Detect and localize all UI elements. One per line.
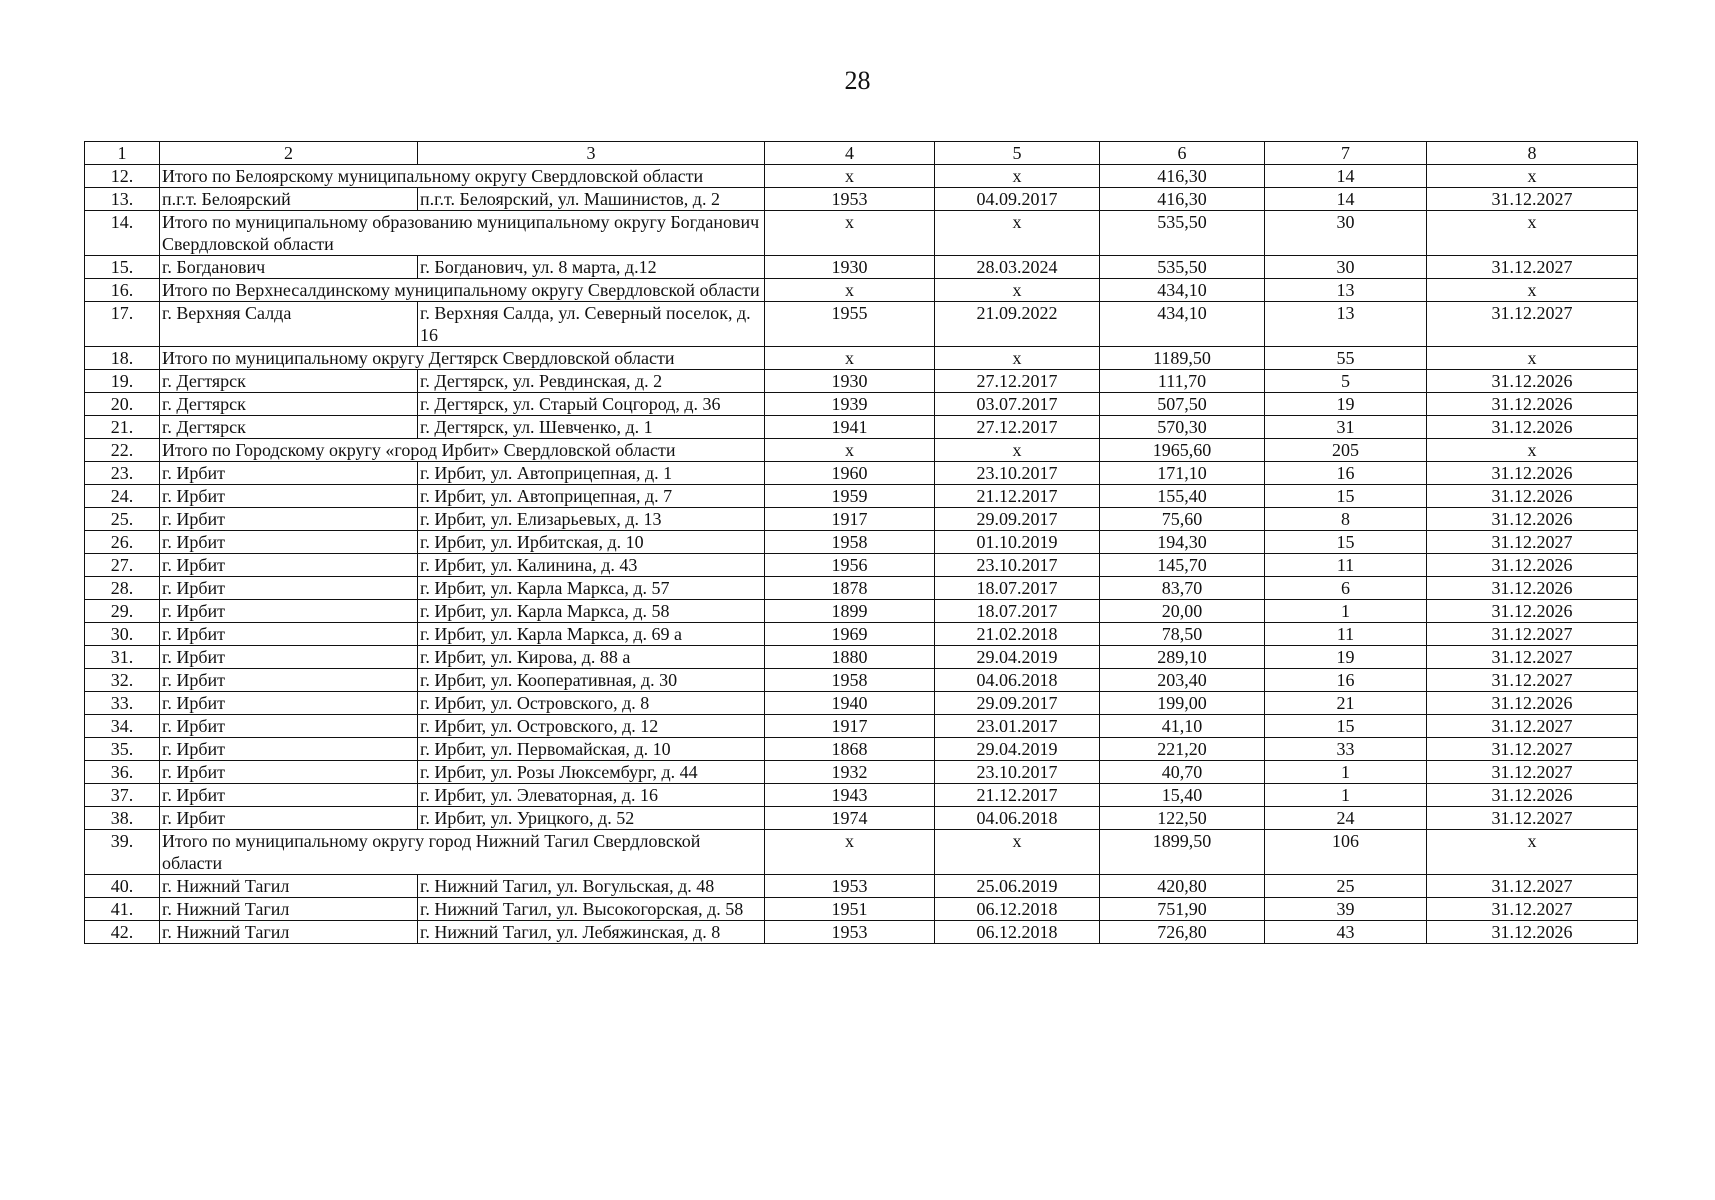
year-cell: x: [765, 347, 935, 370]
deadline-cell: 31.12.2026: [1427, 416, 1638, 439]
row-number: 23.: [85, 462, 160, 485]
deadline-cell: x: [1427, 439, 1638, 462]
address-cell: г. Ирбит, ул. Карла Маркса, д. 69 а: [418, 623, 765, 646]
deadline-cell: 31.12.2026: [1427, 508, 1638, 531]
year-cell: 1940: [765, 692, 935, 715]
settlement-cell: г. Ирбит: [160, 761, 418, 784]
settlement-cell: г. Богданович: [160, 256, 418, 279]
settlement-cell: г. Ирбит: [160, 692, 418, 715]
residents-cell: 5: [1265, 370, 1427, 393]
row-number: 14.: [85, 211, 160, 256]
row-number: 26.: [85, 531, 160, 554]
address-cell: г. Ирбит, ул. Элеваторная, д. 16: [418, 784, 765, 807]
address-cell: г. Ирбит, ул. Автоприцепная, д. 7: [418, 485, 765, 508]
area-cell: 416,30: [1100, 165, 1265, 188]
year-cell: 1960: [765, 462, 935, 485]
date-cell: 21.12.2017: [935, 784, 1100, 807]
row-number: 15.: [85, 256, 160, 279]
area-cell: 122,50: [1100, 807, 1265, 830]
deadline-cell: 31.12.2027: [1427, 898, 1638, 921]
deadline-cell: x: [1427, 211, 1638, 256]
subtotal-row: [85, 347, 1638, 370]
settlement-cell: г. Ирбит: [160, 715, 418, 738]
date-cell: x: [935, 439, 1100, 462]
table-row: [85, 784, 1638, 807]
year-cell: 1941: [765, 416, 935, 439]
address-cell: г. Ирбит, ул. Кирова, д. 88 а: [418, 646, 765, 669]
row-number: 20.: [85, 393, 160, 416]
residents-cell: 6: [1265, 577, 1427, 600]
deadline-cell: 31.12.2027: [1427, 875, 1638, 898]
year-cell: 1939: [765, 393, 935, 416]
area-cell: 145,70: [1100, 554, 1265, 577]
area-cell: 83,70: [1100, 577, 1265, 600]
deadline-cell: x: [1427, 347, 1638, 370]
date-cell: 03.07.2017: [935, 393, 1100, 416]
column-header: 2: [160, 142, 418, 165]
year-cell: 1956: [765, 554, 935, 577]
page-number: 28: [844, 66, 871, 95]
deadline-cell: 31.12.2026: [1427, 485, 1638, 508]
date-cell: 01.10.2019: [935, 531, 1100, 554]
date-cell: 04.06.2018: [935, 669, 1100, 692]
address-cell: г. Ирбит, ул. Елизарьевых, д. 13: [418, 508, 765, 531]
year-cell: 1974: [765, 807, 935, 830]
settlement-cell: п.г.т. Белоярский: [160, 188, 418, 211]
address-cell: г. Ирбит, ул. Кооперативная, д. 30: [418, 669, 765, 692]
residents-cell: 106: [1265, 830, 1427, 875]
year-cell: 1932: [765, 761, 935, 784]
date-cell: 29.04.2019: [935, 738, 1100, 761]
year-cell: 1930: [765, 256, 935, 279]
settlement-cell: г. Ирбит: [160, 784, 418, 807]
settlement-cell: г. Дегтярск: [160, 393, 418, 416]
date-cell: 06.12.2018: [935, 898, 1100, 921]
deadline-cell: 31.12.2027: [1427, 738, 1638, 761]
row-number: 38.: [85, 807, 160, 830]
subtotal-label: Итого по муниципальному образованию муниципальному округу Богданович Свердловской области: [160, 211, 765, 256]
deadline-cell: 31.12.2027: [1427, 302, 1638, 347]
table-row: [85, 875, 1638, 898]
settlement-cell: г. Ирбит: [160, 807, 418, 830]
residents-cell: 21: [1265, 692, 1427, 715]
table-row: [85, 531, 1638, 554]
year-cell: 1953: [765, 921, 935, 944]
area-cell: 199,00: [1100, 692, 1265, 715]
deadline-cell: x: [1427, 165, 1638, 188]
area-cell: 111,70: [1100, 370, 1265, 393]
residents-cell: 33: [1265, 738, 1427, 761]
row-number: 32.: [85, 669, 160, 692]
area-cell: 1189,50: [1100, 347, 1265, 370]
table-body: [85, 165, 1638, 944]
row-number: 41.: [85, 898, 160, 921]
date-cell: 23.01.2017: [935, 715, 1100, 738]
year-cell: x: [765, 830, 935, 875]
year-cell: 1917: [765, 715, 935, 738]
year-cell: 1880: [765, 646, 935, 669]
address-cell: г. Ирбит, ул. Урицкого, д. 52: [418, 807, 765, 830]
address-cell: г. Ирбит, ул. Карла Маркса, д. 57: [418, 577, 765, 600]
row-number: 25.: [85, 508, 160, 531]
year-cell: 1868: [765, 738, 935, 761]
row-number: 37.: [85, 784, 160, 807]
table-row: [85, 898, 1638, 921]
row-number: 21.: [85, 416, 160, 439]
row-number: 17.: [85, 302, 160, 347]
subtotal-label: Итого по муниципальному округу Дегтярск Свердловской области: [160, 347, 765, 370]
table-row: [85, 761, 1638, 784]
deadline-cell: 31.12.2027: [1427, 669, 1638, 692]
address-cell: г. Нижний Тагил, ул. Лебяжинская, д. 8: [418, 921, 765, 944]
date-cell: 29.04.2019: [935, 646, 1100, 669]
column-header: 6: [1100, 142, 1265, 165]
date-cell: 21.09.2022: [935, 302, 1100, 347]
column-header: 4: [765, 142, 935, 165]
residents-cell: 19: [1265, 646, 1427, 669]
deadline-cell: 31.12.2026: [1427, 600, 1638, 623]
column-header: 3: [418, 142, 765, 165]
date-cell: 18.07.2017: [935, 600, 1100, 623]
column-header: 7: [1265, 142, 1427, 165]
residents-cell: 13: [1265, 302, 1427, 347]
area-cell: 20,00: [1100, 600, 1265, 623]
residents-cell: 39: [1265, 898, 1427, 921]
residents-cell: 24: [1265, 807, 1427, 830]
settlement-cell: г. Ирбит: [160, 600, 418, 623]
row-number: 27.: [85, 554, 160, 577]
year-cell: 1958: [765, 669, 935, 692]
deadline-cell: 31.12.2026: [1427, 554, 1638, 577]
address-cell: г. Богданович, ул. 8 марта, д.12: [418, 256, 765, 279]
area-cell: 1899,50: [1100, 830, 1265, 875]
date-cell: 21.12.2017: [935, 485, 1100, 508]
settlement-cell: г. Ирбит: [160, 623, 418, 646]
settlement-cell: г. Ирбит: [160, 508, 418, 531]
settlement-cell: г. Дегтярск: [160, 370, 418, 393]
area-cell: 194,30: [1100, 531, 1265, 554]
row-number: 36.: [85, 761, 160, 784]
address-cell: г. Нижний Тагил, ул. Вогульская, д. 48: [418, 875, 765, 898]
table-row: [85, 302, 1638, 347]
address-cell: г. Дегтярск, ул. Ревдинская, д. 2: [418, 370, 765, 393]
table-row: [85, 393, 1638, 416]
deadline-cell: 31.12.2027: [1427, 623, 1638, 646]
column-number-row: [85, 142, 1638, 165]
deadline-cell: 31.12.2027: [1427, 188, 1638, 211]
table-row: [85, 188, 1638, 211]
residents-cell: 30: [1265, 211, 1427, 256]
deadline-cell: 31.12.2026: [1427, 784, 1638, 807]
year-cell: 1943: [765, 784, 935, 807]
address-cell: г. Дегтярск, ул. Шевченко, д. 1: [418, 416, 765, 439]
area-cell: 507,50: [1100, 393, 1265, 416]
year-cell: x: [765, 279, 935, 302]
column-header: 1: [85, 142, 160, 165]
date-cell: 25.06.2019: [935, 875, 1100, 898]
year-cell: 1958: [765, 531, 935, 554]
settlement-cell: г. Ирбит: [160, 738, 418, 761]
date-cell: 18.07.2017: [935, 577, 1100, 600]
year-cell: 1878: [765, 577, 935, 600]
table-row: [85, 370, 1638, 393]
residents-cell: 15: [1265, 715, 1427, 738]
row-number: 39.: [85, 830, 160, 875]
settlement-cell: г. Верхняя Салда: [160, 302, 418, 347]
settlement-cell: г. Нижний Тагил: [160, 875, 418, 898]
area-cell: 416,30: [1100, 188, 1265, 211]
residents-cell: 14: [1265, 188, 1427, 211]
settlement-cell: г. Ирбит: [160, 554, 418, 577]
table-row: [85, 508, 1638, 531]
area-cell: 289,10: [1100, 646, 1265, 669]
area-cell: 155,40: [1100, 485, 1265, 508]
area-cell: 203,40: [1100, 669, 1265, 692]
table-row: [85, 715, 1638, 738]
address-cell: г. Ирбит, ул. Островского, д. 8: [418, 692, 765, 715]
residents-cell: 31: [1265, 416, 1427, 439]
settlement-cell: г. Ирбит: [160, 646, 418, 669]
settlement-cell: г. Ирбит: [160, 462, 418, 485]
address-cell: г. Ирбит, ул. Автоприцепная, д. 1: [418, 462, 765, 485]
deadline-cell: x: [1427, 279, 1638, 302]
year-cell: 1955: [765, 302, 935, 347]
area-cell: 420,80: [1100, 875, 1265, 898]
deadline-cell: 31.12.2027: [1427, 715, 1638, 738]
residents-cell: 1: [1265, 600, 1427, 623]
date-cell: 06.12.2018: [935, 921, 1100, 944]
row-number: 33.: [85, 692, 160, 715]
table-row: [85, 738, 1638, 761]
year-cell: 1969: [765, 623, 935, 646]
year-cell: 1899: [765, 600, 935, 623]
year-cell: 1917: [765, 508, 935, 531]
row-number: 18.: [85, 347, 160, 370]
row-number: 16.: [85, 279, 160, 302]
year-cell: 1953: [765, 188, 935, 211]
deadline-cell: 31.12.2026: [1427, 577, 1638, 600]
subtotal-row: [85, 830, 1638, 875]
date-cell: 29.09.2017: [935, 508, 1100, 531]
subtotal-label: Итого по муниципальному округу город Нижний Тагил Свердловской области: [160, 830, 765, 875]
row-number: 19.: [85, 370, 160, 393]
date-cell: 27.12.2017: [935, 416, 1100, 439]
deadline-cell: 31.12.2027: [1427, 256, 1638, 279]
year-cell: 1930: [765, 370, 935, 393]
year-cell: x: [765, 165, 935, 188]
row-number: 31.: [85, 646, 160, 669]
year-cell: x: [765, 211, 935, 256]
date-cell: 29.09.2017: [935, 692, 1100, 715]
row-number: 34.: [85, 715, 160, 738]
date-cell: 23.10.2017: [935, 761, 1100, 784]
column-header: 5: [935, 142, 1100, 165]
table-row: [85, 256, 1638, 279]
row-number: 30.: [85, 623, 160, 646]
subtotal-label: Итого по Белоярскому муниципальному округу Свердловской области: [160, 165, 765, 188]
table-row: [85, 600, 1638, 623]
residents-cell: 30: [1265, 256, 1427, 279]
residents-cell: 19: [1265, 393, 1427, 416]
settlement-cell: г. Ирбит: [160, 577, 418, 600]
column-header: 8: [1427, 142, 1638, 165]
table-row: [85, 646, 1638, 669]
table-row: [85, 462, 1638, 485]
deadline-cell: 31.12.2027: [1427, 646, 1638, 669]
date-cell: x: [935, 830, 1100, 875]
address-cell: г. Ирбит, ул. Калинина, д. 43: [418, 554, 765, 577]
area-cell: 221,20: [1100, 738, 1265, 761]
area-cell: 1965,60: [1100, 439, 1265, 462]
address-cell: п.г.т. Белоярский, ул. Машинистов, д. 2: [418, 188, 765, 211]
residents-cell: 15: [1265, 531, 1427, 554]
date-cell: 27.12.2017: [935, 370, 1100, 393]
residents-cell: 55: [1265, 347, 1427, 370]
row-number: 22.: [85, 439, 160, 462]
area-cell: 40,70: [1100, 761, 1265, 784]
housing-register-table: [84, 141, 1638, 944]
table-row: [85, 416, 1638, 439]
deadline-cell: 31.12.2026: [1427, 370, 1638, 393]
area-cell: 535,50: [1100, 211, 1265, 256]
address-cell: г. Ирбит, ул. Островского, д. 12: [418, 715, 765, 738]
residents-cell: 1: [1265, 761, 1427, 784]
date-cell: 23.10.2017: [935, 462, 1100, 485]
row-number: 12.: [85, 165, 160, 188]
area-cell: 434,10: [1100, 279, 1265, 302]
subtotal-row: [85, 165, 1638, 188]
residents-cell: 8: [1265, 508, 1427, 531]
settlement-cell: г. Дегтярск: [160, 416, 418, 439]
residents-cell: 11: [1265, 623, 1427, 646]
area-cell: 41,10: [1100, 715, 1265, 738]
row-number: 24.: [85, 485, 160, 508]
address-cell: г. Ирбит, ул. Розы Люксембург, д. 44: [418, 761, 765, 784]
settlement-cell: г. Нижний Тагил: [160, 921, 418, 944]
residents-cell: 25: [1265, 875, 1427, 898]
deadline-cell: 31.12.2026: [1427, 393, 1638, 416]
date-cell: x: [935, 211, 1100, 256]
address-cell: г. Ирбит, ул. Карла Маркса, д. 58: [418, 600, 765, 623]
deadline-cell: 31.12.2026: [1427, 921, 1638, 944]
residents-cell: 13: [1265, 279, 1427, 302]
area-cell: 15,40: [1100, 784, 1265, 807]
area-cell: 171,10: [1100, 462, 1265, 485]
table-row: [85, 807, 1638, 830]
table-row: [85, 921, 1638, 944]
table-row: [85, 692, 1638, 715]
address-cell: г. Ирбит, ул. Первомайская, д. 10: [418, 738, 765, 761]
date-cell: x: [935, 279, 1100, 302]
year-cell: x: [765, 439, 935, 462]
row-number: 42.: [85, 921, 160, 944]
settlement-cell: г. Нижний Тагил: [160, 898, 418, 921]
row-number: 28.: [85, 577, 160, 600]
residents-cell: 16: [1265, 669, 1427, 692]
area-cell: 751,90: [1100, 898, 1265, 921]
residents-cell: 16: [1265, 462, 1427, 485]
date-cell: x: [935, 165, 1100, 188]
residents-cell: 15: [1265, 485, 1427, 508]
address-cell: г. Дегтярск, ул. Старый Соцгород, д. 36: [418, 393, 765, 416]
deadline-cell: 31.12.2026: [1427, 462, 1638, 485]
residents-cell: 14: [1265, 165, 1427, 188]
residents-cell: 11: [1265, 554, 1427, 577]
date-cell: 04.09.2017: [935, 188, 1100, 211]
settlement-cell: г. Ирбит: [160, 531, 418, 554]
area-cell: 570,30: [1100, 416, 1265, 439]
date-cell: 23.10.2017: [935, 554, 1100, 577]
year-cell: 1951: [765, 898, 935, 921]
row-number: 40.: [85, 875, 160, 898]
year-cell: 1959: [765, 485, 935, 508]
table-row: [85, 623, 1638, 646]
settlement-cell: г. Ирбит: [160, 485, 418, 508]
residents-cell: 43: [1265, 921, 1427, 944]
area-cell: 535,50: [1100, 256, 1265, 279]
table-row: [85, 577, 1638, 600]
row-number: 29.: [85, 600, 160, 623]
address-cell: г. Нижний Тагил, ул. Высокогорская, д. 58: [418, 898, 765, 921]
address-cell: г. Верхняя Салда, ул. Северный поселок, д. 16: [418, 302, 765, 347]
residents-cell: 205: [1265, 439, 1427, 462]
year-cell: 1953: [765, 875, 935, 898]
deadline-cell: x: [1427, 830, 1638, 875]
area-cell: 726,80: [1100, 921, 1265, 944]
deadline-cell: 31.12.2027: [1427, 807, 1638, 830]
row-number: 13.: [85, 188, 160, 211]
subtotal-label: Итого по Верхнесалдинскому муниципальному округу Свердловской области: [160, 279, 765, 302]
row-number: 35.: [85, 738, 160, 761]
residents-cell: 1: [1265, 784, 1427, 807]
table-row: [85, 554, 1638, 577]
table-row: [85, 669, 1638, 692]
subtotal-row: [85, 279, 1638, 302]
date-cell: x: [935, 347, 1100, 370]
settlement-cell: г. Ирбит: [160, 669, 418, 692]
deadline-cell: 31.12.2027: [1427, 531, 1638, 554]
area-cell: 434,10: [1100, 302, 1265, 347]
date-cell: 21.02.2018: [935, 623, 1100, 646]
address-cell: г. Ирбит, ул. Ирбитская, д. 10: [418, 531, 765, 554]
subtotal-label: Итого по Городскому округу «город Ирбит» Свердловской области: [160, 439, 765, 462]
subtotal-row: [85, 439, 1638, 462]
deadline-cell: 31.12.2027: [1427, 761, 1638, 784]
area-cell: 75,60: [1100, 508, 1265, 531]
table-row: [85, 485, 1638, 508]
subtotal-row: [85, 211, 1638, 256]
date-cell: 04.06.2018: [935, 807, 1100, 830]
area-cell: 78,50: [1100, 623, 1265, 646]
deadline-cell: 31.12.2026: [1427, 692, 1638, 715]
date-cell: 28.03.2024: [935, 256, 1100, 279]
